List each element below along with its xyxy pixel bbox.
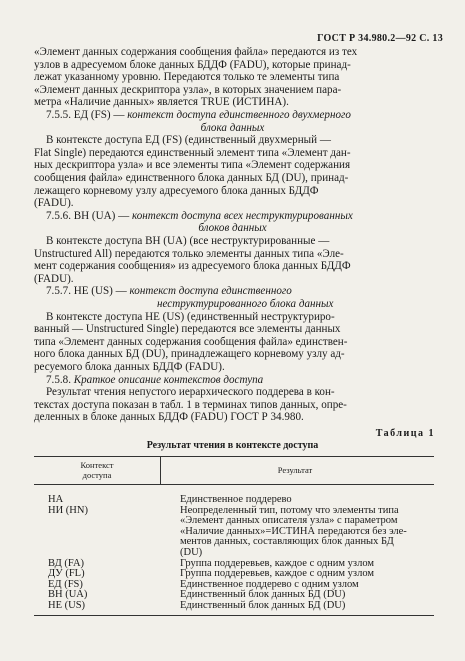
section-heading-757 <box>46 285 292 298</box>
text-line: типа «Элемент данных содержания сообщения файла» единствен- <box>34 335 348 348</box>
text-line: В контексте доступа НЕ (US) (единственный неструктуриро- <box>46 310 335 323</box>
table-label: Таблица 1 <box>375 428 435 439</box>
section-number: 7.5.8. <box>46 373 71 386</box>
table-cell-result: Группа поддеревьев, каждое с одним узлом <box>180 557 375 569</box>
table-cell-context: ЕД (FS) <box>48 578 83 590</box>
table-cell-result: ментов данных, составляющих блок данных БД <box>180 536 394 548</box>
text-line: (FADU). <box>34 197 74 210</box>
text-line: «Элемент данных содержания сообщения файла» передаются из тех <box>34 46 358 58</box>
text-line: Unstructured All) передаются только элементы данных типа «Эле- <box>34 247 344 260</box>
text-line: текстах доступа показан в табл. 1 в терминах типов данных, опре- <box>34 398 347 411</box>
table-cell-context: ВН (UA) <box>48 589 88 601</box>
text-line: В контексте доступа ЕД (FS) (единственный двухмерный — <box>46 134 331 147</box>
text-line: «Элемент данных дескриптора узла», в которых значением пара- <box>34 83 342 96</box>
table-cell-context: НА <box>48 494 64 505</box>
text-line: Flat Single) передаются единственный элемент типа «Элемент дан- <box>34 146 351 159</box>
table-header-rule <box>34 484 434 485</box>
table-cell-result: «Наличие данных»=ИСТИНА передаются без эле- <box>180 525 407 537</box>
section-heading-755 <box>46 109 351 122</box>
text-line: (FADU). <box>34 272 74 285</box>
table-cell-context: ДУ (FL) <box>48 568 85 580</box>
section-title-cont: неструктурированного блока данных <box>157 298 334 310</box>
col-header-context <box>42 460 152 480</box>
text-line: мент содержания сообщения» из адресуемого блока данных БДДФ <box>34 260 351 273</box>
table-cell-context: ВД (FA) <box>48 557 85 569</box>
text-line: узлов в адресуемом блоке данных БДДФ (FADU), которые принад- <box>34 58 351 71</box>
text-line: ресуемого блока данных БДДФ (FADU). <box>34 361 225 373</box>
text-line: сообщения файла» единственного блока данных БД (DU), принад- <box>34 172 349 184</box>
section-title: контекст доступа всех неструктурированных <box>131 209 353 222</box>
table-cell-context: НЕ (US) <box>48 600 86 611</box>
table-col-divider <box>160 456 161 484</box>
header-line: Контекст <box>80 460 114 470</box>
section-number: 7.5.6. ВН (UA) — <box>46 209 130 222</box>
text-line: В контексте доступа ВН (UA) (все неструктурированные — <box>46 235 330 247</box>
section-number: 7.5.5. ЕД (FS) — <box>46 109 125 121</box>
section-title: контекст доступа единственного двухмерного <box>127 109 351 121</box>
page-header: ГОСТ Р 34.980.2—92 С. 13 <box>317 33 443 44</box>
table-cell-result: Единственное поддерево <box>180 494 292 505</box>
table-cell-result: (DU) <box>180 547 203 558</box>
section-title: Краткое описание контекстов доступа <box>73 373 264 386</box>
section-number: 7.5.7. НЕ (US) — <box>46 285 127 298</box>
text-line: ного блока данных БД (DU), принадлежащего корневому узлу ад- <box>34 348 345 361</box>
table-cell-result: Единственный блок данных БД (DU) <box>180 589 346 601</box>
text-line: ванный — Unstructured Single) передаются все элементы данных <box>34 323 341 336</box>
table-cell-result: Единственное поддерево с одним узлом <box>180 578 359 590</box>
section-heading-758 <box>46 374 263 387</box>
section-title-cont: блоков данных <box>198 222 267 235</box>
text-line: ных дескриптора узла» и все элементы типа «Элемент содержания <box>34 159 351 172</box>
text-line: деленных в блоке данных БДДФ (FADU) ГОСТ Р 34.980. <box>34 411 304 424</box>
text-line: лежащего корневому узлу адресуемого блока данных БДДФ <box>34 184 319 197</box>
header-line: доступа <box>82 470 112 480</box>
table-cell-result: «Элемент данных описателя узла» с параметром <box>180 515 398 527</box>
table-cell-result: Неопределенный тип, потому что элементы типа <box>180 504 399 516</box>
table-cell-result: Группа поддеревьев, каждое с одним узлом <box>180 568 375 580</box>
table-cell-context: НИ (HN) <box>48 504 88 516</box>
table-bottom-rule <box>34 615 434 616</box>
table-top-rule <box>34 456 434 457</box>
col-header-result: Результат <box>277 465 313 475</box>
section-title-cont: блока данных <box>200 121 265 134</box>
table-caption: Результат чтения в контексте доступа <box>146 440 319 451</box>
text-line: лежат указанному уровню. Передаются только те элементы типа <box>34 71 340 84</box>
text-line: Результат чтения непустого иерархического поддерева в кон- <box>46 386 335 399</box>
section-title: контекст доступа единственного <box>129 285 292 298</box>
section-heading-756 <box>46 210 353 223</box>
table-cell-result: Единственный блок данных БД (DU) <box>180 600 346 611</box>
text-line: метра «Наличие данных» является TRUE (ИСТИНА). <box>34 96 289 109</box>
